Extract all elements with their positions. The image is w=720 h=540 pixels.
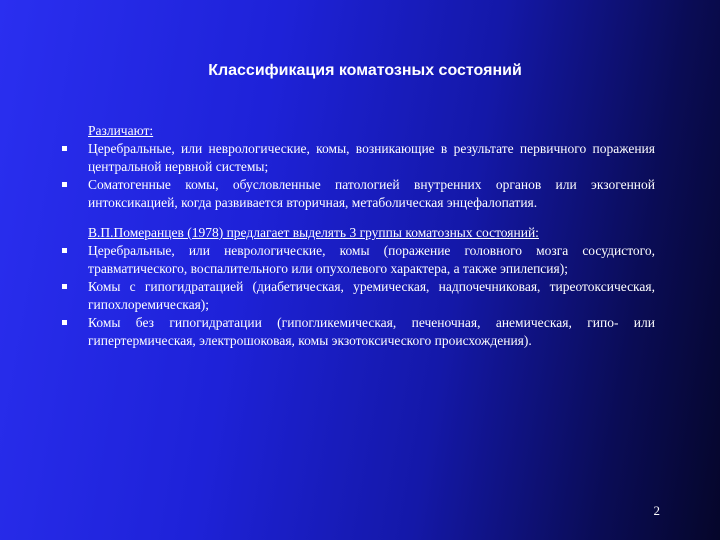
section-2 (88, 224, 655, 350)
bullet-text: Комы с гипогидратацией (диабетическая, уремическая, надпочечниковая, тиреотоксическая, гипохлоремическая); (88, 279, 655, 312)
bullet-icon (62, 248, 67, 253)
bullet-icon (62, 284, 67, 289)
bullet-text: Комы без гипогидратации (гипогликемическая, печеночная, анемическая, гипо- или гипертермическая, электрошоковая, комы экзотоксического происхождения). (88, 315, 655, 348)
bullet-text: Церебральные, или неврологические, комы, возникающие в результате первичного поражения центральной нервной системы; (88, 141, 655, 174)
bullet-icon (62, 182, 67, 187)
bullet-neurological-coma (88, 242, 655, 278)
slide-content (88, 122, 655, 350)
section-1 (88, 122, 655, 212)
section-1-heading: Различают: (88, 123, 154, 138)
slide-title: Классификация коматозных состояний (208, 62, 522, 79)
section-2-heading: В.П.Померанцев (1978) предлагает выделять 3 группы коматозных состояний: (88, 225, 539, 240)
bullet-text: Церебральные, или неврологические, комы (поражение головного мозга сосудистого, травматического, воспалительного или опухолевого характера, а также эпилепсия); (88, 243, 655, 276)
bullet-hypohydration-coma (88, 278, 655, 314)
bullet-cerebral-coma (88, 140, 655, 176)
bullet-icon (62, 320, 67, 325)
bullet-somatogenic-coma (88, 176, 655, 212)
bullet-no-hypohydration-coma (88, 314, 655, 350)
bullet-text: Соматогенные комы, обусловленные патологией внутренних органов или экзогенной интоксикацией, когда развивается вторичная, метаболическая энцефалопатия. (88, 177, 655, 210)
bullet-icon (62, 146, 67, 151)
page-number: 2 (653, 503, 660, 518)
